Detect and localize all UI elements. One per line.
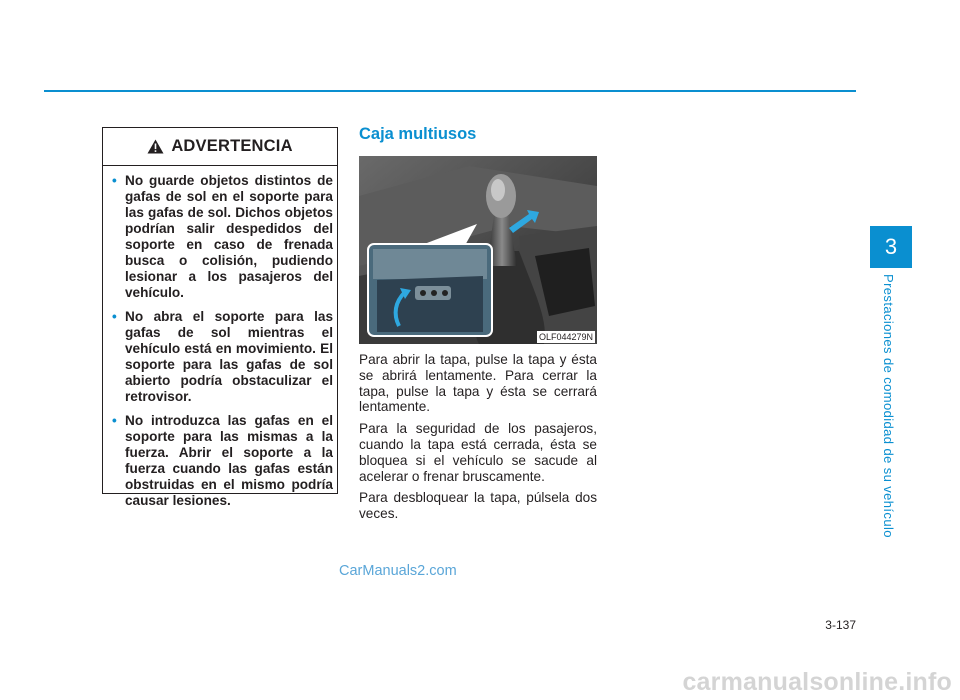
- bullet-icon: •: [112, 413, 117, 428]
- section-title: Caja multiusos: [359, 125, 477, 143]
- paragraph: Para desbloquear la tapa, púlsela dos veces.: [359, 490, 597, 522]
- warning-title: ADVERTENCIA: [171, 137, 293, 155]
- bullet-icon: •: [112, 309, 117, 324]
- warning-item: • No introduzca las gafas en el soporte para las mismas a la fuerza. Abrir el soporte a la fuerza cuando las gafas están obstruidas en el mismo podría causar lesiones.: [112, 413, 333, 508]
- console-illustration: [359, 156, 597, 344]
- image-code: OLF044279N: [538, 332, 593, 342]
- chapter-tab: 3: [870, 226, 912, 268]
- watermark-link[interactable]: CarManuals2.com: [339, 563, 457, 579]
- bullet-icon: •: [112, 173, 117, 188]
- warning-triangle-icon: [147, 139, 164, 154]
- warning-box: [102, 127, 338, 508]
- chapter-title: Prestaciones de comodidad de su vehículo: [881, 274, 896, 538]
- warning-list: [111, 173, 333, 517]
- warning-divider: [103, 165, 337, 166]
- console-photo: [359, 156, 597, 344]
- paragraph: Para la seguridad de los pasajeros, cuando la tapa está cerrada, ésta se bloquea si el vehículo se sacude al acelerar o frenar bruscamente.: [359, 421, 597, 484]
- warning-header: [103, 128, 337, 165]
- paragraph: Para abrir la tapa, pulse la tapa y ésta se abrirá lentamente. Para cerrar la tapa, pulse la tapa y ésta se cerrará lentamente.: [359, 352, 597, 415]
- warning-item: • No abra el soporte para las gafas de sol mientras el vehículo está en movimiento. El soporte para las gafas de sol abierto podría obstaculizar el retrovisor.: [112, 309, 333, 404]
- page-number: 3-137: [825, 618, 856, 632]
- header-rule: [44, 90, 856, 92]
- watermark-footer: carmanualsonline.info: [682, 668, 952, 696]
- warning-item: • No guarde objetos distintos de gafas de sol en el soporte para las gafas de sol. Dichos objetos podrían salir despedidos del soporte en caso de frenada busca o colisión, pudiendo lesionar a los pasajeros del vehículo.: [112, 173, 333, 300]
- body-text: [359, 352, 597, 528]
